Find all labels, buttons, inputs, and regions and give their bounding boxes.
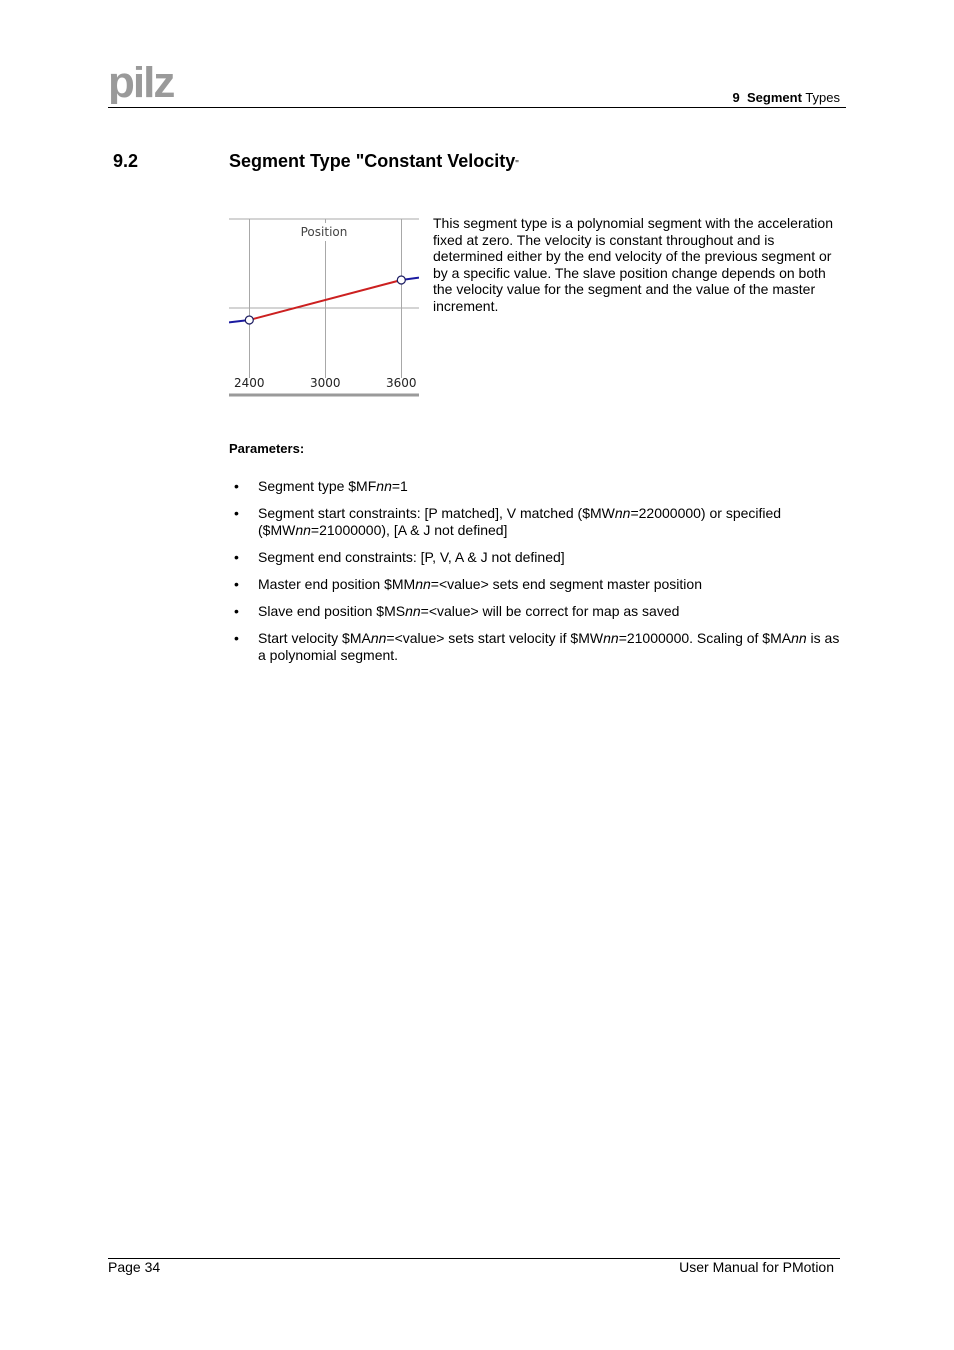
item-italic: nn — [614, 505, 631, 521]
bullet: • — [234, 505, 239, 521]
section-title-text: Segment Type "Constant Velocity — [229, 151, 516, 171]
bullet: • — [234, 478, 239, 494]
item-italic: nn — [415, 576, 431, 592]
item-text: =1 — [391, 478, 408, 494]
item-text: =22000000) or specified ($MW — [258, 505, 782, 538]
item-text: Master end position $MM — [258, 576, 416, 592]
x-tick-label: 2400 — [234, 376, 265, 390]
item-italic: nn — [376, 478, 392, 494]
list-item — [229, 505, 844, 539]
item-text: Start velocity $MA — [258, 630, 371, 646]
chapter-number: 9 — [732, 90, 740, 105]
data-point-marker — [245, 316, 253, 324]
parameters-heading: Parameters: — [229, 441, 305, 456]
pilz-logo — [108, 66, 192, 109]
item-text: Slave end position $MS — [258, 603, 406, 619]
list-item — [229, 630, 844, 664]
bullet: • — [234, 576, 239, 592]
logo-text: pilz — [108, 66, 174, 104]
item-text: Segment type $MF — [258, 478, 377, 494]
item-text: =<value> sets end segment master position — [430, 576, 702, 592]
chapter-title-bold: Segment — [747, 90, 802, 105]
item-text: Segment end constraints: [P, V, A & J not defined] — [258, 549, 565, 565]
x-tick-label: 3000 — [310, 376, 341, 390]
parameters-list — [229, 478, 844, 674]
item-text: =21000000. Scaling of $MA — [618, 630, 792, 646]
bullet: • — [234, 630, 239, 646]
chapter-title-rest: Types — [805, 90, 840, 105]
section-title-end-quote: " — [515, 159, 519, 170]
header-divider — [108, 107, 846, 108]
list-item — [229, 549, 844, 566]
position-chart-svg — [229, 218, 419, 398]
item-italic: nn — [791, 630, 807, 646]
chapter-header — [733, 90, 840, 105]
item-text: Segment start constraints: [P matched], V matched ($MW — [258, 505, 615, 521]
list-item — [229, 603, 844, 620]
item-text: is as a polynomial segment. — [258, 630, 840, 663]
page-number: Page 34 — [108, 1259, 161, 1275]
section-title — [229, 151, 519, 172]
item-italic: nn — [603, 630, 619, 646]
item-text: =<value> will be correct for map as saved — [420, 603, 680, 619]
list-item — [229, 576, 844, 593]
manual-title: User Manual for PMotion — [679, 1259, 834, 1275]
position-chart — [229, 218, 419, 403]
item-text: =<value> sets start velocity if $MW — [386, 630, 604, 646]
chart-title-label: Position — [300, 225, 348, 239]
list-item — [229, 478, 844, 495]
item-italic: nn — [370, 630, 387, 646]
x-tick-label: 3600 — [386, 376, 417, 390]
item-italic: nn — [295, 522, 311, 538]
bullet: • — [234, 603, 239, 619]
section-number: 9.2 — [113, 151, 139, 171]
bullet: • — [234, 549, 239, 565]
description-paragraph: This segment type is a polynomial segment with the acceleration fixed at zero. The velocity is constant throughout and is determined either by the end velocity of the previous segment or by a specific value. The slave position change depends on both the velocity value for the segment and the value of the master increment. — [433, 215, 833, 314]
item-text: =21000000), [A & J not defined] — [310, 522, 508, 538]
data-point-marker — [397, 276, 405, 284]
item-italic: nn — [405, 603, 421, 619]
